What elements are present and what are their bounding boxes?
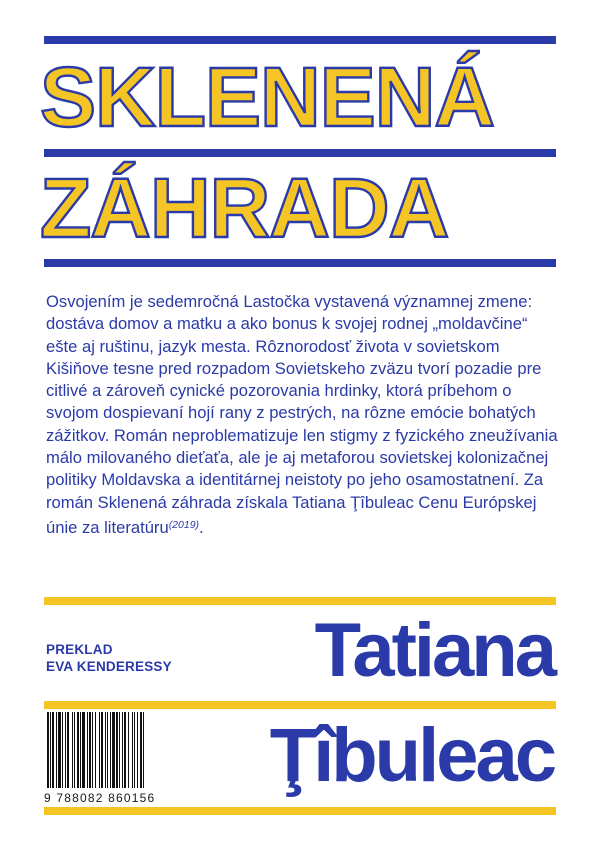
bottom-blue-bar (44, 259, 556, 267)
upper-yellow-bar (44, 597, 556, 605)
bottom-yellow-bar (44, 807, 556, 815)
barcode-icon (46, 712, 178, 788)
middle-yellow-bar (44, 701, 556, 709)
author-first-name: Tatiana (314, 608, 554, 693)
translator-name: EVA KENDERESSY (46, 659, 172, 674)
translator-credit (46, 641, 172, 675)
translation-label: PREKLAD (46, 642, 113, 657)
top-blue-bar (44, 36, 556, 44)
middle-blue-bar (44, 149, 556, 157)
isbn-number: 9 788082 860156 (44, 791, 156, 805)
book-blurb (46, 291, 558, 539)
title-line-1: SKLENENÁ (40, 50, 495, 144)
blurb-end: . (199, 517, 204, 537)
author-last-name: Ţîbuleac (269, 713, 554, 798)
blurb-text: Osvojením je sedemročná Lastočka vystavená významnej zmene: dostáva domov a matku a ako bonus k svojej rodnej „moldavčine“ ešte aj ruštinu, jazyk mesta. Rôznorodosť života v sovietskom Kišiňove tesne pred rozpadom Sovietskeho zväzu tvorí pozadie pre citlivé a zároveň cynické pozorovania hrdinky, ktorá príbehom o svojom dospievaní hojí rany z pestrých, na rôzne emócie bohatých zážitkov. Román neproblematizuje len stigmy z fyzického zneužívania málo milovaného dieťaťa, ale je aj metaforou sovietskej kolonizačnej politiky Moldavska a identitárnej neistoty po jeho osamostatnení. Za román Sklenená záhrada získala Tatiana Ţîbuleac Cenu Európskej únie za literatúru (46, 292, 558, 537)
title-line-2: ZÁHRADA (40, 161, 449, 255)
award-year: (2019) (168, 518, 200, 531)
